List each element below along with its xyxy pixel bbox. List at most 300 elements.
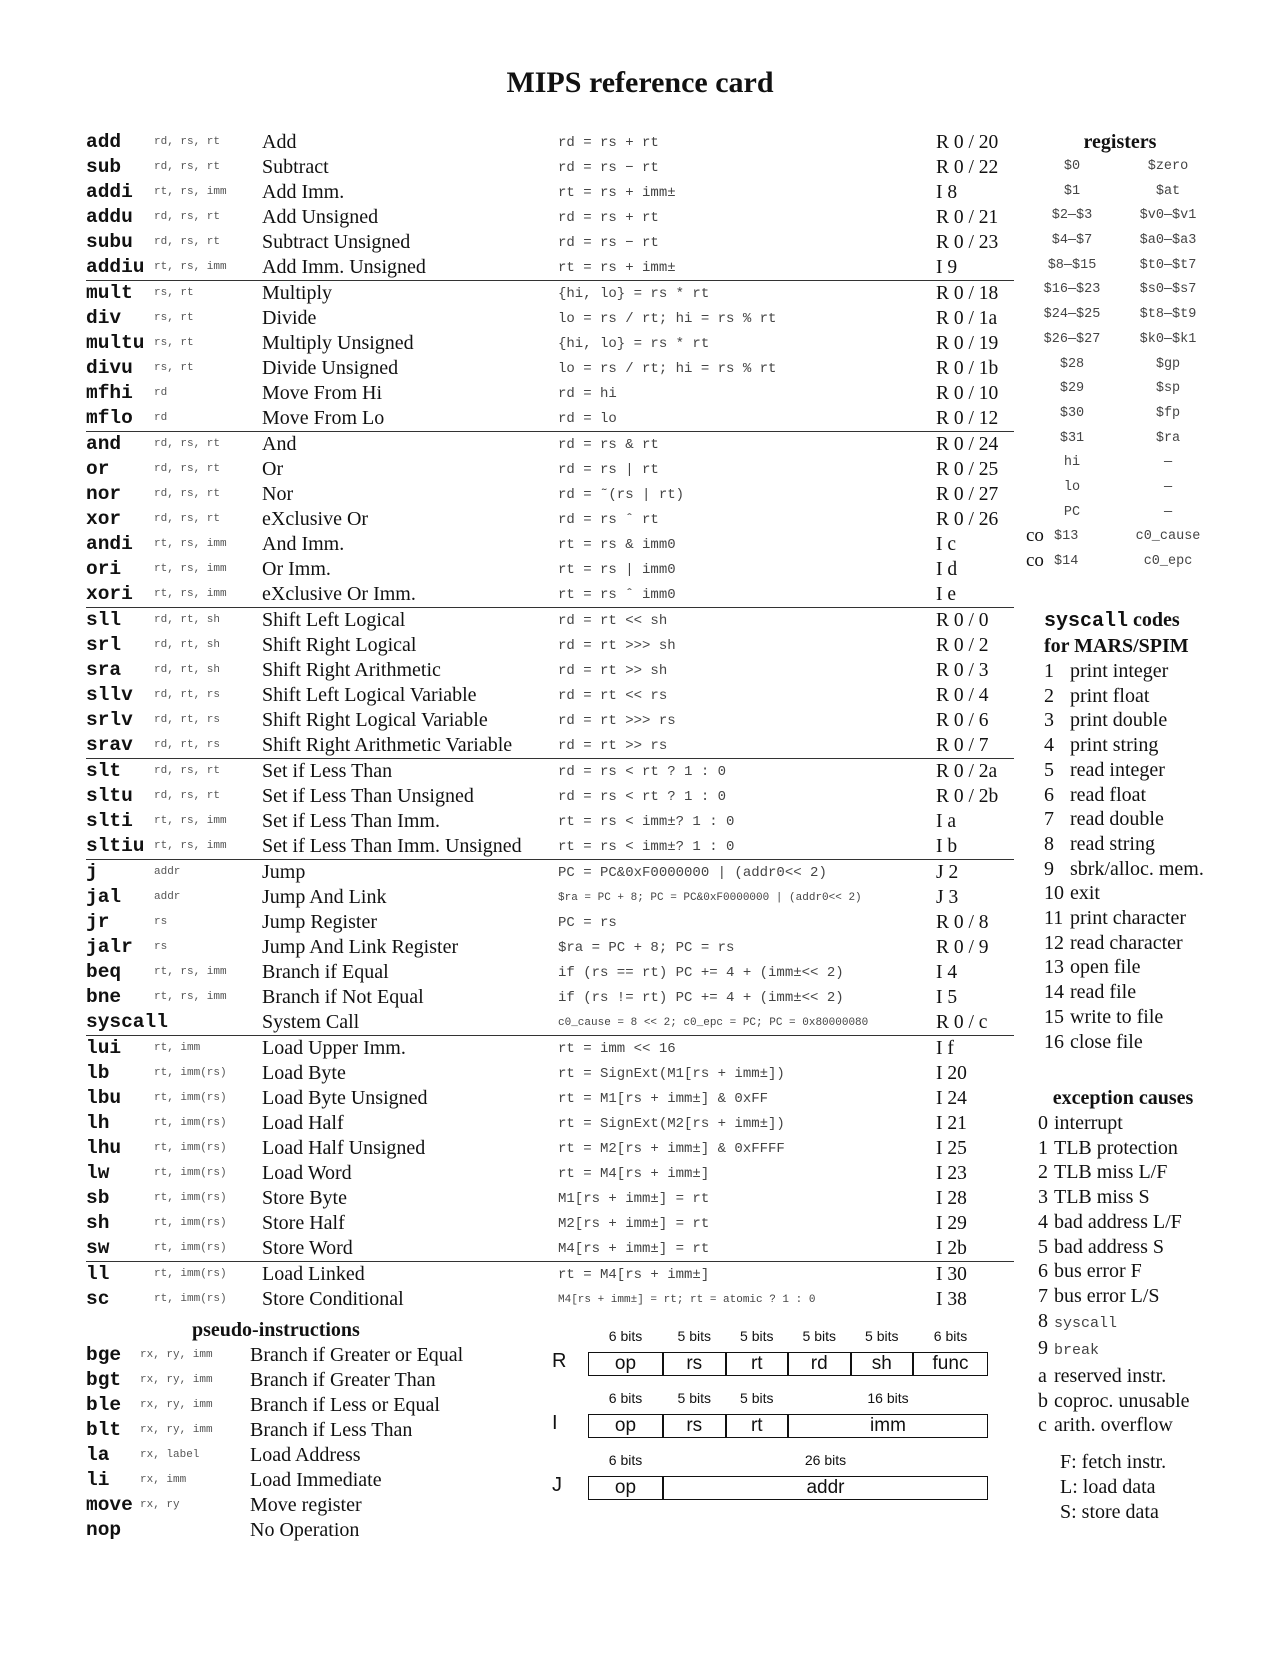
mnemonic: slt xyxy=(86,760,122,782)
field-op: op xyxy=(588,1352,663,1376)
mnemonic: addi xyxy=(86,181,133,203)
instruction-row xyxy=(86,1086,1014,1111)
mnemonic: sc xyxy=(86,1288,110,1310)
operands: rt, rs, imm xyxy=(154,815,227,827)
syscall-number: 10 xyxy=(1044,882,1064,905)
instruction-name: Load Upper Imm. xyxy=(262,1037,406,1059)
semantics: rd = rs & rt xyxy=(558,437,659,453)
encoding: R 0 / 12 xyxy=(936,408,999,429)
instruction-row xyxy=(86,859,1014,885)
exception-item xyxy=(1038,1185,1268,1210)
instruction-row xyxy=(86,356,1014,381)
operands: rt, rs, imm xyxy=(154,840,227,852)
register-alias: $v0—$v1 xyxy=(1139,208,1197,224)
operands: rt, imm(rs) xyxy=(154,1167,227,1179)
instruction-row xyxy=(86,255,1014,280)
register-row xyxy=(1030,155,1230,180)
encoding: R 0 / 3 xyxy=(936,660,989,681)
register-number: $14 xyxy=(1054,554,1079,569)
exception-note: S: store data xyxy=(1060,1500,1159,1523)
encoding: I a xyxy=(936,811,957,832)
instruction-row xyxy=(86,1186,1014,1211)
mnemonic: sltiu xyxy=(86,835,145,857)
register-row xyxy=(1030,353,1230,378)
register-number: lo xyxy=(1063,479,1081,495)
semantics: rd = rt << sh xyxy=(558,613,668,629)
encoding: R 0 / 18 xyxy=(936,283,999,304)
semantics: M4[rs + imm±] = rt xyxy=(558,1241,710,1257)
syscall-item xyxy=(1044,684,1264,709)
instruction-row xyxy=(86,582,1014,607)
instruction-name: Load Immediate xyxy=(250,1469,382,1491)
operands: rt, imm(rs) xyxy=(154,1067,227,1079)
register-row xyxy=(1030,501,1230,526)
register-row xyxy=(1030,476,1230,501)
syscall-item xyxy=(1044,931,1264,956)
instruction-name: Jump Register xyxy=(262,911,377,933)
instruction-name: Or xyxy=(262,458,284,480)
encoding: R 0 / 4 xyxy=(936,685,989,706)
register-number: $29 xyxy=(1059,381,1085,397)
format-label: R xyxy=(552,1350,567,1372)
register-row xyxy=(1030,427,1230,452)
mnemonic: srlv xyxy=(86,709,133,731)
syscall-number: 12 xyxy=(1044,931,1064,954)
register-alias: — xyxy=(1163,479,1173,495)
instruction-name: Set if Less Than Imm. xyxy=(262,810,440,832)
register-alias: $k0—$k1 xyxy=(1139,331,1197,347)
semantics: rd = rt >> rs xyxy=(558,738,668,754)
semantics: {hi, lo} = rs * rt xyxy=(558,286,710,302)
semantics: $ra = PC + 8; PC = PC&0xF0000000 | (addr0<< 2) xyxy=(558,892,862,904)
instruction-name: Load Half xyxy=(262,1112,344,1134)
operands: rt, rs, imm xyxy=(154,563,227,575)
operands: rd, rt, rs xyxy=(154,739,221,751)
semantics: rt = M4[rs + imm±] xyxy=(558,1166,710,1182)
mnemonic: addiu xyxy=(86,256,145,278)
registers-heading: registers xyxy=(1083,131,1157,153)
mnemonic: xori xyxy=(86,583,133,605)
mnemonic: lw xyxy=(86,1162,110,1184)
instruction-name: Shift Right Logical Variable xyxy=(262,709,488,731)
semantics: rt = rs & imm0 xyxy=(558,537,676,553)
semantics: rt = rs + imm± xyxy=(558,260,676,276)
instruction-row xyxy=(86,809,1014,834)
exception-item xyxy=(1038,1309,1268,1337)
field-width: 16 bits xyxy=(867,1390,909,1406)
semantics: rd = hi xyxy=(558,386,617,402)
syscall-number: 2 xyxy=(1044,684,1054,707)
semantics: if (rs != rt) PC += 4 + (imm±<< 2) xyxy=(558,990,844,1006)
encoding: R 0 / 24 xyxy=(936,434,999,455)
encoding: J 2 xyxy=(936,862,959,883)
instruction-name: Branch if Less or Equal xyxy=(250,1394,440,1416)
syscall-number: 1 xyxy=(1044,660,1054,682)
operands: rd, rs, rt xyxy=(154,136,221,148)
semantics: rt = rs + imm± xyxy=(558,185,676,201)
instruction-name: Store Conditional xyxy=(262,1288,404,1310)
mnemonic: move xyxy=(86,1494,133,1516)
operands: rd xyxy=(154,387,168,399)
register-alias: $ra xyxy=(1155,430,1181,446)
instruction-row xyxy=(86,834,1014,859)
instruction-name: Branch if Greater Than xyxy=(250,1369,436,1391)
page-title: MIPS reference card xyxy=(506,66,774,99)
instruction-name: Shift Left Logical Variable xyxy=(262,684,477,706)
encoding: I 38 xyxy=(936,1289,967,1310)
encoding: I f xyxy=(936,1038,954,1059)
syscall-item xyxy=(1044,857,1264,882)
field-width: 5 bits xyxy=(865,1328,899,1344)
mnemonic: and xyxy=(86,433,122,455)
exception-item xyxy=(1038,1210,1268,1235)
encoding: R 0 / 26 xyxy=(936,509,999,530)
register-number: $28 xyxy=(1059,356,1085,372)
field-sh: sh xyxy=(851,1352,914,1376)
instruction-name: Load Word xyxy=(262,1162,352,1184)
exception-description: TLB protection xyxy=(1054,1136,1178,1159)
instruction-row xyxy=(86,1061,1014,1086)
register-alias: $zero xyxy=(1147,159,1189,174)
syscall-number: 14 xyxy=(1044,981,1064,1004)
field-op: op xyxy=(588,1414,663,1438)
exception-item xyxy=(1038,1136,1268,1161)
mnemonic: div xyxy=(86,307,122,329)
mnemonic: sub xyxy=(86,156,122,178)
instruction-row xyxy=(86,1136,1014,1161)
register-row xyxy=(1030,254,1230,279)
operands: rs xyxy=(154,916,168,928)
instruction-name: Move register xyxy=(250,1494,362,1516)
semantics: rd = rs − rt xyxy=(558,235,659,251)
instruction-name: Load Linked xyxy=(262,1263,365,1285)
syscall-number: 16 xyxy=(1044,1030,1064,1053)
instruction-row xyxy=(86,633,1014,658)
instruction-name: Nor xyxy=(262,483,294,505)
mnemonic: sb xyxy=(86,1187,110,1209)
coprocessor-prefix: co xyxy=(1026,525,1044,547)
exception-description: arith. overflow xyxy=(1054,1414,1173,1437)
encoding: R 0 / 21 xyxy=(936,207,999,228)
operands: rd, rs, rt xyxy=(154,790,221,802)
instruction-name: Add Imm. xyxy=(262,181,345,203)
syscall-item xyxy=(1044,832,1264,857)
instruction-name: Jump xyxy=(262,861,306,883)
exception-item xyxy=(1038,1284,1268,1309)
syscall-item xyxy=(1044,783,1264,808)
syscall-number: 7 xyxy=(1044,808,1054,831)
syscall-number: 8 xyxy=(1044,832,1054,855)
mnemonic: beq xyxy=(86,961,122,983)
instruction-name: Subtract xyxy=(262,156,329,178)
operands: rs, rt xyxy=(154,287,194,299)
register-number: $13 xyxy=(1054,529,1079,545)
operands: rt, imm(rs) xyxy=(154,1117,227,1129)
register-alias: $s0—$s7 xyxy=(1139,282,1197,298)
encoding: R 0 / 8 xyxy=(936,912,989,933)
register-alias: c0_cause xyxy=(1135,529,1201,545)
exception-note: F: fetch instr. xyxy=(1060,1451,1167,1474)
exception-item xyxy=(1038,1235,1268,1260)
syscall-description: sbrk/alloc. mem. xyxy=(1070,857,1204,880)
register-alias: $sp xyxy=(1155,381,1181,397)
exception-code: 0 xyxy=(1038,1112,1048,1134)
mnemonic: bge xyxy=(86,1344,122,1366)
mnemonic: nor xyxy=(86,483,122,505)
instruction-name: Subtract Unsigned xyxy=(262,231,411,253)
semantics: rd = rt >>> rs xyxy=(558,713,676,729)
exception-description: break xyxy=(1054,1342,1100,1360)
field-width: 5 bits xyxy=(802,1328,836,1344)
register-number: hi xyxy=(1063,455,1081,471)
mnemonic: lb xyxy=(86,1062,110,1084)
exception-code: b xyxy=(1038,1389,1048,1412)
register-number: $2—$3 xyxy=(1051,208,1093,224)
encoding: R 0 / 2a xyxy=(936,761,998,782)
register-alias: $t0—$t7 xyxy=(1139,257,1197,273)
field-width: 6 bits xyxy=(608,1452,643,1468)
register-number: $0 xyxy=(1063,159,1081,174)
instruction-name: Shift Right Arithmetic xyxy=(262,659,441,681)
mnemonic: j xyxy=(86,861,98,883)
instruction-row xyxy=(86,457,1014,482)
syscall-number: 13 xyxy=(1044,956,1064,979)
instruction-row xyxy=(86,1035,1014,1061)
syscall-item xyxy=(1044,881,1264,906)
syscall-description: print string xyxy=(1070,734,1159,757)
format-label: J xyxy=(552,1474,562,1496)
mnemonic: li xyxy=(86,1469,110,1491)
syscall-description: print character xyxy=(1070,907,1187,930)
register-row xyxy=(1030,278,1230,303)
register-alias: c0_epc xyxy=(1143,554,1193,569)
operands: rd, rs, rt xyxy=(154,161,221,173)
field-width: 6 bits xyxy=(608,1328,643,1344)
semantics: rt = rs < imm±? 1 : 0 xyxy=(558,814,735,830)
exception-description: syscall xyxy=(1054,1314,1118,1332)
semantics: M2[rs + imm±] = rt xyxy=(558,1216,710,1232)
exception-item xyxy=(1038,1160,1268,1185)
encoding: I 9 xyxy=(936,257,958,278)
instruction-formats xyxy=(548,1328,1008,1498)
syscall-panel xyxy=(1044,608,1264,1054)
instruction-name: eXclusive Or Imm. xyxy=(262,583,416,605)
instruction-row xyxy=(86,885,1014,910)
instruction-row xyxy=(86,180,1014,205)
field-width: 5 bits xyxy=(740,1328,774,1344)
field-rt: rt xyxy=(726,1414,789,1438)
semantics: PC = rs xyxy=(558,915,617,931)
operands: rx, ry xyxy=(140,1499,180,1511)
field-width: 26 bits xyxy=(804,1452,847,1468)
instruction-row xyxy=(86,708,1014,733)
field-width: 5 bits xyxy=(677,1328,711,1344)
exception-description: bad address S xyxy=(1054,1235,1164,1258)
instruction-name: Set if Less Than Unsigned xyxy=(262,785,474,807)
semantics: PC = PC&0xF0000000 | (addr0<< 2) xyxy=(558,865,827,881)
instruction-name: Multiply xyxy=(262,282,333,304)
register-row xyxy=(1030,377,1230,402)
register-alias: $a0—$a3 xyxy=(1139,233,1197,249)
instruction-name: Shift Left Logical xyxy=(262,609,406,631)
mnemonic: blt xyxy=(86,1419,122,1441)
instruction-name: Move From Lo xyxy=(262,407,385,429)
operands: rt, rs, imm xyxy=(154,588,227,600)
mnemonic: slti xyxy=(86,810,133,832)
instruction-name: Move From Hi xyxy=(262,382,382,404)
mnemonic: bgt xyxy=(86,1369,122,1391)
mnemonic: ori xyxy=(86,558,122,580)
encoding: R 0 / 22 xyxy=(936,157,999,178)
exception-item xyxy=(1038,1413,1268,1438)
instruction-row xyxy=(86,607,1014,633)
operands: rd, rs, rt xyxy=(154,488,221,500)
mnemonic: ble xyxy=(86,1394,122,1416)
register-number: $31 xyxy=(1059,430,1085,446)
syscall-number: 11 xyxy=(1044,907,1064,930)
syscall-item xyxy=(1044,1005,1264,1030)
instruction-row xyxy=(86,1236,1014,1261)
encoding: R 0 / 19 xyxy=(936,333,999,354)
exception-description: TLB miss S xyxy=(1054,1186,1150,1209)
operands: rt, rs, imm xyxy=(154,538,227,550)
encoding: I 20 xyxy=(936,1063,967,1084)
syscall-description: read float xyxy=(1070,783,1147,806)
operands: rd, rt, rs xyxy=(154,689,221,701)
instruction-name: Add Unsigned xyxy=(262,206,379,228)
exception-list xyxy=(1038,1111,1268,1438)
operands: rd, rs, rt xyxy=(154,236,221,248)
semantics: rt = imm << 16 xyxy=(558,1041,676,1057)
syscall-number: 9 xyxy=(1044,857,1054,880)
pseudo-row xyxy=(86,1393,546,1418)
field-width: 6 bits xyxy=(933,1328,968,1344)
instruction-row xyxy=(86,1161,1014,1186)
exception-panel xyxy=(1038,1086,1268,1524)
instruction-row xyxy=(86,280,1014,306)
semantics: rd = rt >> sh xyxy=(558,663,668,679)
syscall-number: 5 xyxy=(1044,758,1054,781)
field-rd: rd xyxy=(788,1352,851,1376)
instruction-name: Set if Less Than Imm. Unsigned xyxy=(262,835,522,857)
exception-notes xyxy=(1038,1450,1268,1524)
operands: rx, label xyxy=(140,1449,200,1461)
mnemonic: la xyxy=(86,1444,110,1466)
field-rt: rt xyxy=(726,1352,789,1376)
encoding: I 25 xyxy=(936,1138,967,1159)
syscall-description: read string xyxy=(1070,832,1155,855)
field-op: op xyxy=(588,1476,663,1500)
register-number: $16—$23 xyxy=(1043,282,1101,298)
mnemonic: subu xyxy=(86,231,133,253)
encoding: I c xyxy=(936,534,957,555)
operands: rt, rs, imm xyxy=(154,991,227,1003)
encoding: R 0 / 0 xyxy=(936,610,989,631)
instruction-name: Store Word xyxy=(262,1237,353,1259)
operands: rs, rt xyxy=(154,362,194,374)
exception-code: 7 xyxy=(1038,1284,1048,1307)
exception-heading: exception causes xyxy=(1052,1087,1194,1109)
semantics: M1[rs + imm±] = rt xyxy=(558,1191,710,1207)
encoding: I 5 xyxy=(936,987,958,1008)
format-r xyxy=(548,1328,1008,1386)
operands: rs, rt xyxy=(154,312,194,324)
exception-code: 4 xyxy=(1038,1210,1048,1233)
pseudo-row xyxy=(86,1368,546,1393)
syscall-item xyxy=(1044,758,1264,783)
semantics: rd = rs < rt ? 1 : 0 xyxy=(558,789,727,805)
instruction-row xyxy=(86,532,1014,557)
pseudo-row xyxy=(86,1468,546,1493)
instruction-name: eXclusive Or xyxy=(262,508,369,530)
register-alias: — xyxy=(1163,504,1173,520)
semantics: rd = rs + rt xyxy=(558,210,659,226)
field-imm: imm xyxy=(788,1414,988,1438)
coprocessor-prefix: co xyxy=(1026,550,1044,571)
register-alias: $gp xyxy=(1155,356,1181,372)
format-i xyxy=(548,1390,1008,1448)
instruction-name: And xyxy=(262,433,297,455)
instruction-row xyxy=(86,1261,1014,1287)
instruction-name: Divide Unsigned xyxy=(262,357,399,379)
mnemonic: sll xyxy=(86,609,122,631)
mnemonic: lbu xyxy=(86,1087,122,1109)
syscall-item xyxy=(1044,980,1264,1005)
operands: addr xyxy=(154,891,181,903)
syscall-item xyxy=(1044,906,1264,931)
operands: rt, rs, imm xyxy=(154,261,227,273)
instruction-name: No Operation xyxy=(250,1519,360,1541)
encoding: R 0 / 6 xyxy=(936,710,989,731)
semantics: M4[rs + imm±] = rt; rt = atomic ? 1 : 0 xyxy=(558,1294,816,1306)
exception-item xyxy=(1038,1111,1268,1136)
instruction-name: Load Half Unsigned xyxy=(262,1137,426,1159)
encoding: I 2b xyxy=(936,1238,967,1259)
instruction-row xyxy=(86,482,1014,507)
encoding: I 21 xyxy=(936,1113,967,1134)
instruction-row xyxy=(86,985,1014,1010)
semantics: rt = rs ˆ imm0 xyxy=(558,587,676,603)
semantics: rd = rs < rt ? 1 : 0 xyxy=(558,764,727,780)
instruction-row xyxy=(86,910,1014,935)
mnemonic: add xyxy=(86,131,122,153)
instruction-row xyxy=(86,130,1014,155)
syscall-description: close file xyxy=(1070,1030,1143,1053)
encoding: R 0 / 27 xyxy=(936,484,999,505)
instruction-row xyxy=(86,507,1014,532)
exception-description: bad address L/F xyxy=(1054,1210,1182,1233)
operands: rd, rs, rt xyxy=(154,211,221,223)
encoding: R 0 / 10 xyxy=(936,383,999,404)
encoding: R 0 / 7 xyxy=(936,735,989,756)
encoding: R 0 / c xyxy=(936,1012,988,1033)
encoding: R 0 / 23 xyxy=(936,232,999,253)
syscall-number: 4 xyxy=(1044,734,1054,757)
instruction-row xyxy=(86,557,1014,582)
field-width: 5 bits xyxy=(740,1390,774,1406)
mnemonic: jr xyxy=(86,911,110,933)
instruction-row xyxy=(86,1111,1014,1136)
operands: rt, imm(rs) xyxy=(154,1092,227,1104)
semantics: {hi, lo} = rs * rt xyxy=(558,336,710,352)
coprocessor-register-row xyxy=(1026,550,1230,575)
syscall-description: read file xyxy=(1070,981,1137,1004)
encoding: I d xyxy=(936,559,958,580)
operands: rd, rs, rt xyxy=(154,513,221,525)
mnemonic: divu xyxy=(86,357,133,379)
exception-item xyxy=(1038,1389,1268,1414)
mnemonic: lh xyxy=(86,1112,110,1134)
